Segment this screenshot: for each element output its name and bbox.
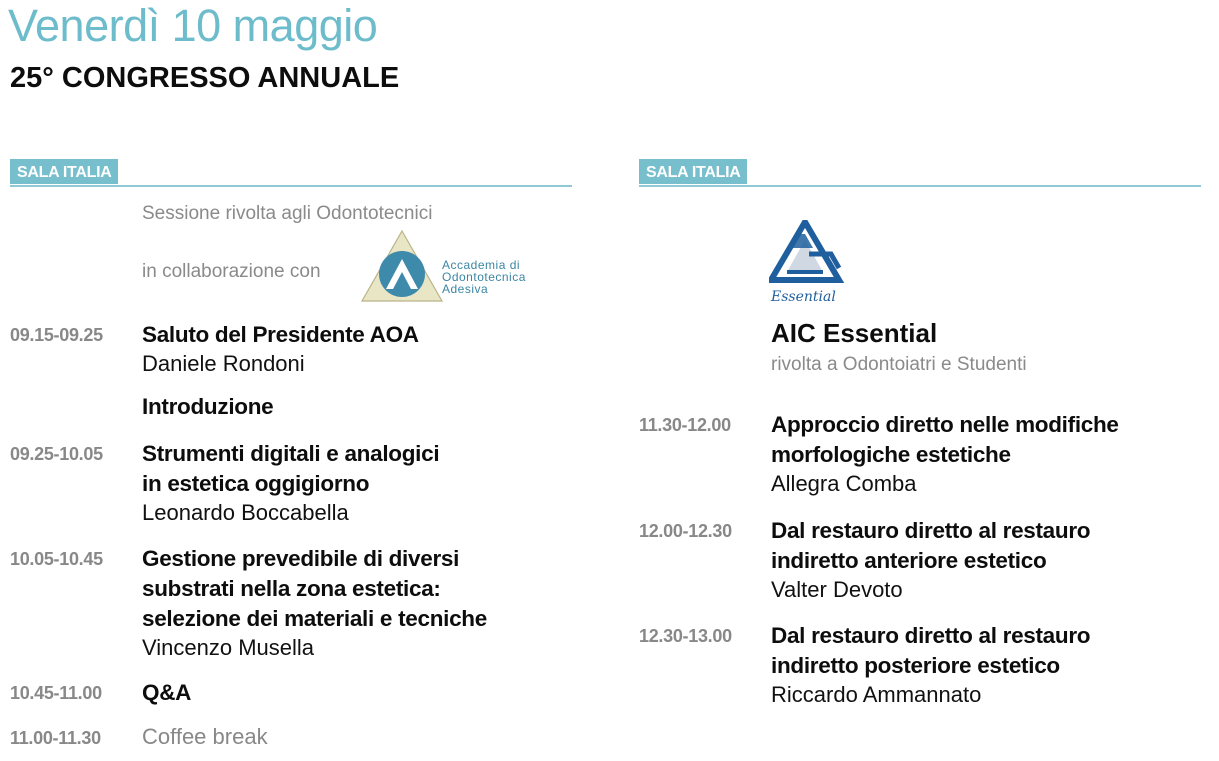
item-time: 12.00-12.30 (639, 521, 732, 541)
sala-tag: SALA ITALIA (10, 159, 118, 184)
item-title: selezione dei materiali e tecniche (142, 606, 487, 631)
aoa-logo-text-3: Adesiva (442, 282, 489, 296)
item-title: morfologiche estetiche (771, 442, 1011, 467)
item-title: Q&A (142, 680, 192, 705)
item-speaker: Leonardo Boccabella (142, 500, 349, 525)
item-title: Dal restauro diretto al restauro (771, 623, 1091, 648)
item-title: substrati nella zona estetica: (142, 576, 441, 601)
item-time: 12.30-13.00 (639, 626, 732, 646)
aoa-logo-icon (360, 229, 444, 303)
page-date: Venerdì 10 maggio (8, 0, 378, 51)
session-note: Sessione rivolta agli Odontotecnici (142, 203, 433, 224)
item-time: 09.15-09.25 (10, 325, 103, 345)
congress-title: 25° CONGRESSO ANNUALE (10, 62, 400, 94)
item-time: 10.05-10.45 (10, 549, 103, 569)
item-title: indiretto anteriore estetico (771, 548, 1047, 573)
essential-logo-caption: Essential (771, 289, 836, 305)
item-title: in estetica oggigiorno (142, 471, 370, 496)
item-title: Approccio diretto nelle modifiche (771, 412, 1119, 437)
aoa-logo-text-1: Accademia di (442, 258, 521, 272)
aic-essential-logo-icon (769, 220, 857, 290)
item-time: 11.30-12.00 (639, 415, 731, 435)
collab-note: in collaborazione con (142, 261, 321, 282)
item-speaker: Vincenzo Musella (142, 635, 315, 660)
item-speaker: Daniele Rondoni (142, 351, 305, 376)
item-title: Gestione prevedibile di diversi (142, 546, 460, 571)
item-title: Saluto del Presidente AOA (142, 322, 419, 347)
left-column (10, 0, 572, 761)
item-time: 11.00-11.30 (10, 728, 101, 748)
item-speaker: Riccardo Ammannato (771, 682, 982, 707)
right-column (639, 0, 1201, 761)
essential-subtitle: rivolta a Odontoiatri e Studenti (771, 354, 1027, 375)
item-time: 09.25-10.05 (10, 444, 103, 464)
item-title: Strumenti digitali e analogici (142, 441, 440, 466)
item-title: Dal restauro diretto al restauro (771, 518, 1091, 543)
aoa-logo-text-2: Odontotecnica (442, 270, 526, 284)
sala-header-right (639, 159, 1201, 187)
item-speaker: Allegra Comba (771, 471, 917, 496)
sala-tag: SALA ITALIA (639, 159, 747, 184)
item-title: indiretto posteriore estetico (771, 653, 1060, 678)
item-coffee-break: Coffee break (142, 724, 268, 749)
item-time: 10.45-11.00 (10, 683, 102, 703)
item-speaker: Valter Devoto (771, 577, 903, 602)
essential-title: AIC Essential (771, 318, 938, 348)
sala-header-left (10, 159, 572, 187)
item-title: Introduzione (142, 394, 274, 419)
